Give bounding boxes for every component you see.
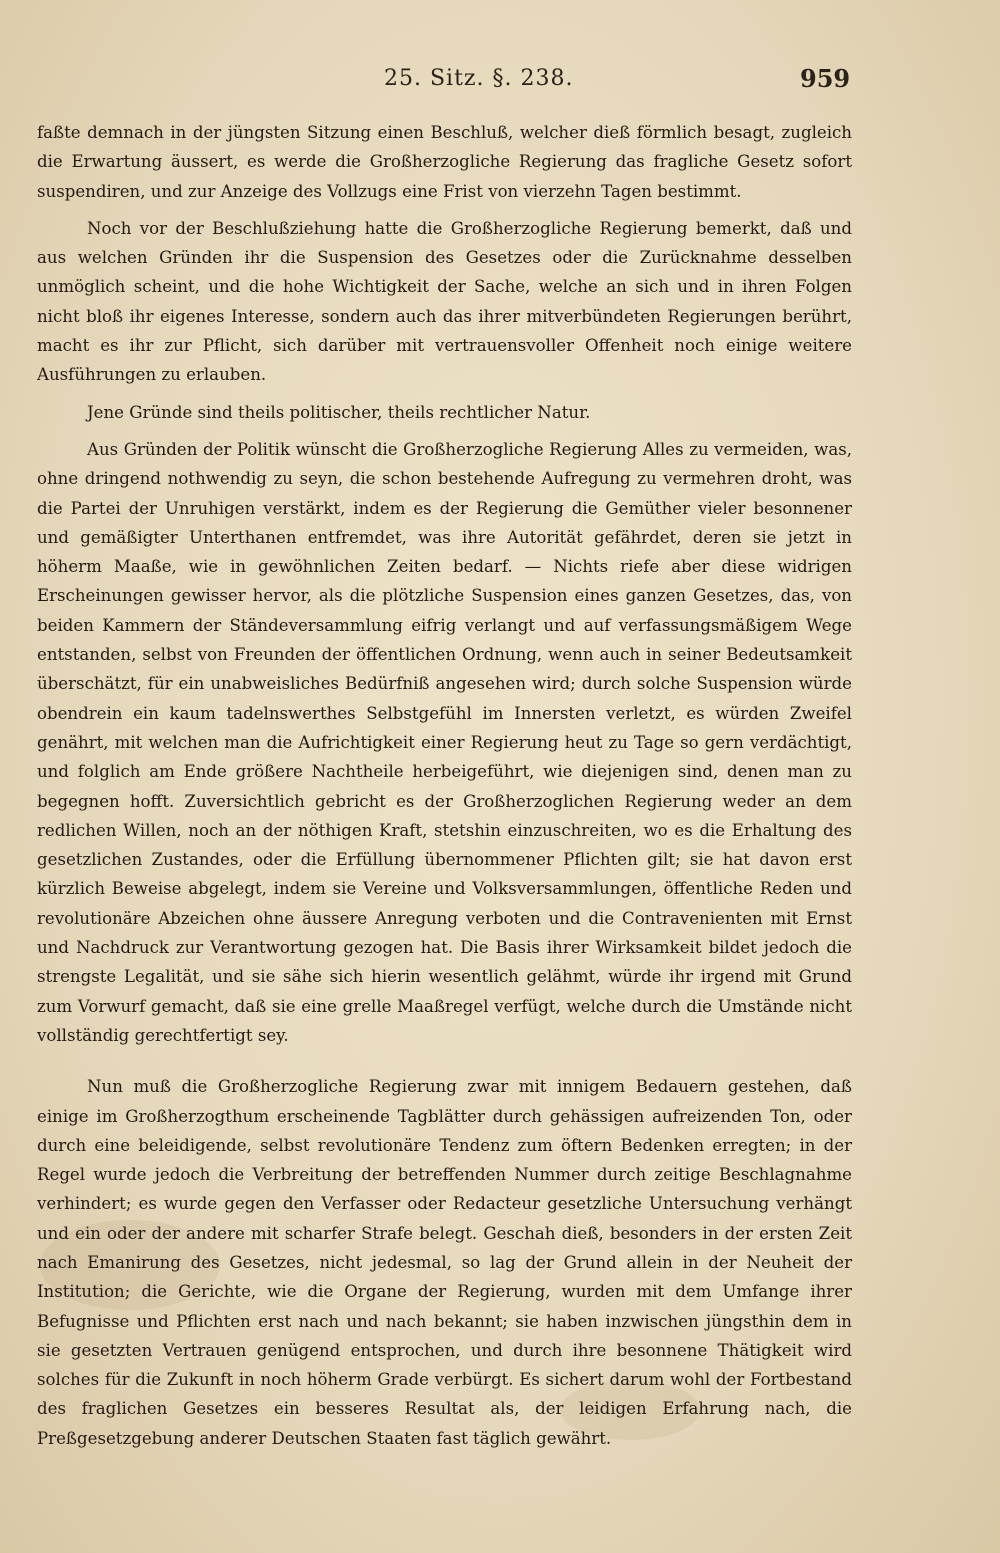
- page-number: 959: [800, 64, 851, 93]
- running-title: 25. Sitz. §. 238.: [384, 66, 574, 91]
- paragraph: faßte demnach in der jüngsten Sitzung einen Beschluß, welcher dieß förmlich besagt, zugleich die Erwartung äussert, es werde die Großherzogliche Regierung das fragliche Gesetz sofort suspendiren, und zur Anzeige des Vollzugs eine Frist von vierzehn Tagen bestimmt.: [37, 123, 852, 201]
- paragraph: Aus Gründen der Politik wünscht die Großherzogliche Regierung Alles zu vermeiden, was, ohne dringend nothwendig zu seyn, die schon bestehende Aufregung zu vermehren droht, was die Partei der Unruhigen verstärkt, indem es der Regierung die Gemüther vieler besonnener und gemäßigter Unterthanen entfremdet, was ihre Autorität gefährdet, deren sie jetzt in höherm Maaße, wie in gewöhnlichen Zeiten bedarf. — Nichts riefe aber diese widrigen Erscheinungen gewisser hervor, als die plötzliche Suspension eines ganzen Gesetzes, das, von beiden Kammern der Ständeversammlung eifrig verlangt und auf verfassungsmäßigem Wege entstanden, selbst von Freunden der öffentlichen Ordnung, wenn auch in seiner Bedeutsamkeit überschätzt, für ein unabweisliches Bedürfniß angesehen wird; durch solche Suspension würde obendrein ein kaum tadelnswerthes Selbstgefühl im Innersten verletzt, es würden Zweifel genährt, mit welchen man die Aufrichtigkeit einer Regierung heut zu Tage so gern verdächtigt, und folglich am Ende größere Nachtheile herbeigeführt, wie diejenigen sind, denen man zu begegnen hofft. Zuversichtlich gebricht es der Großherzoglichen Regierung weder an dem redlichen Willen, noch an der nöthigen Kraft, stetshin einzuschreiten, wo es die Erhaltung des gesetzlichen Zustandes, oder die Erfüllung übernommener Pflichten gilt; sie hat davon erst kürzlich Beweise abgelegt, indem sie Vereine und Volksversammlungen, öffentliche Reden und revolutionäre Abzeichen ohne äussere Anregung verboten und die Contravenienten mit Ernst und Nachdruck zur Verantwortung gezogen hat. Die Basis ihrer Wirksamkeit bildet jedoch die strengste Legalität, und sie sähe sich hierin wesentlich gelähmt, würde ihr irgend mit Grund zum Vorwurf gemacht, daß sie eine grelle Maaßregel verfügt, welche durch die Umstände nicht vollständig gerechtfertigt sey.: [37, 439, 852, 1045]
- body-text: [37, 118, 852, 1453]
- paragraph: Noch vor der Beschlußziehung hatte die Großherzogliche Regierung bemerkt, daß und aus welchen Gründen ihr die Suspension des Gesetzes oder die Zurücknahme desselben unmöglich scheint, und die hohe Wichtigkeit der Sache, welche an sich und in ihren Folgen nicht bloß ihr eigenes Interesse, sondern auch das ihrer mitverbündeten Regierungen berührt, macht es ihr zur Pflicht, sich darüber mit vertrauensvoller Offenheit noch einige weitere Ausführungen zu erlauben.: [37, 218, 852, 385]
- page-header: [0, 66, 1000, 106]
- paragraph: Jene Gründe sind theils politischer, theils rechtlicher Natur.: [87, 402, 591, 422]
- paragraph: Nun muß die Großherzogliche Regierung zwar mit innigem Bedauern gestehen, daß einige im Großherzogthum erscheinende Tagblätter durch gehässigen aufreizenden Ton, oder durch eine beleidigende, selbst revolutionäre Tendenz zum öftern Bedenken erregten; in der Regel wurde jedoch die Verbreitung der betreffenden Nummer durch zeitige Beschlagnahme verhindert; es wurde gegen den Verfasser oder Redacteur gesetzliche Untersuchung verhängt und ein oder der andere mit scharfer Strafe belegt. Geschah dieß, besonders in der ersten Zeit nach Emanirung des Gesetzes, nicht jedesmal, so lag der Grund allein in der Neuheit der Institution; die Gerichte, wie die Organe der Regierung, wurden mit dem Umfange ihrer Befugnisse und Pflichten erst nach und nach bekannt; sie haben inzwischen jüngsthin dem in sie gesetzten Vertrauen genügend entsprochen, und durch ihre besonnene Thätigkeit wird solches für die Zukunft in noch höherm Grade verbürgt. Es sichert darum wohl der Fortbestand des fraglichen Gesetzes ein besseres Resultat als, der leidigen Erfahrung nach, die Preßgesetzgebung anderer Deutschen Staaten fast täglich gewährt.: [37, 1077, 852, 1448]
